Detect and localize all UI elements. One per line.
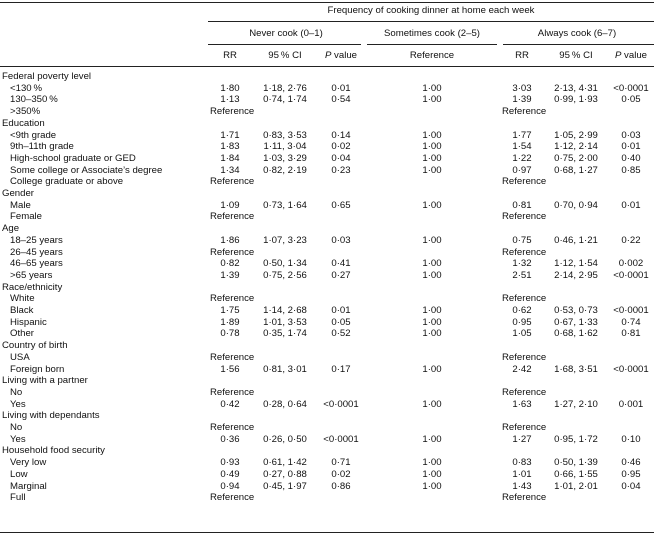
- row-label: Full: [10, 492, 26, 504]
- cell-n-p: <0·0001: [323, 433, 359, 445]
- cell-a-p: 0·001: [618, 398, 644, 410]
- cell-s: 1·00: [422, 328, 442, 340]
- row-label: Other: [10, 328, 34, 340]
- section-label: Education: [2, 117, 45, 129]
- cell-n-p: 0·27: [331, 269, 351, 281]
- table-title: Frequency of cooking dinner at home each week: [327, 5, 535, 16]
- cell-n-p: 0·01: [331, 305, 351, 316]
- cell-n-ci: 0·28, 0·64: [263, 398, 307, 410]
- cell-a-rr: 0·81: [512, 199, 532, 211]
- row-label: Hispanic: [10, 316, 47, 328]
- cell-s: 1·00: [422, 398, 442, 410]
- cell-n-rr: 1·89: [220, 316, 240, 328]
- cell-n-p: 0·71: [331, 457, 351, 469]
- cell-n-rr: Reference: [210, 293, 255, 305]
- cell-a-rr: 0·62: [512, 305, 532, 316]
- cell-a-ci: 0·95, 1·72: [554, 433, 598, 445]
- cell-n-rr: Reference: [210, 211, 255, 223]
- cell-a-rr: 1·63: [512, 398, 532, 410]
- cell-n-ci: 0·74, 1·74: [263, 94, 307, 106]
- cell-a-ci: 2·13, 4·31: [554, 82, 598, 94]
- cell-a-rr: 2·42: [512, 363, 532, 375]
- cell-a-ci: 0·50, 1·39: [554, 457, 598, 469]
- cell-a-p: 0·95: [621, 468, 641, 480]
- cell-a-p: <0·0001: [613, 363, 649, 375]
- row-label: No: [10, 386, 23, 398]
- cell-n-ci: 0·45, 1·97: [263, 480, 307, 492]
- cell-n-rr: Reference: [210, 176, 255, 188]
- subheader-rr-never: RR: [223, 50, 237, 61]
- cell-a-rr: 1·43: [512, 480, 532, 492]
- cell-n-rr: Reference: [210, 246, 255, 258]
- cell-n-rr: 0·93: [220, 457, 240, 469]
- cell-s: 1·00: [422, 152, 442, 164]
- cell-s: 1·00: [422, 269, 442, 281]
- cell-a-p: 0·04: [621, 480, 641, 492]
- cell-a-ci: 1·12, 1·54: [554, 258, 598, 270]
- cell-n-ci: 1·07, 3·23: [263, 234, 307, 246]
- cell-a-rr: Reference: [502, 351, 547, 363]
- cell-a-rr: Reference: [502, 492, 547, 504]
- cell-n-p: 0·17: [331, 363, 351, 375]
- cell-n-ci: 0·83, 3·53: [263, 129, 307, 141]
- cell-n-rr: 1·39: [220, 269, 240, 281]
- section-label: Federal poverty level: [2, 71, 92, 82]
- cell-n-ci: 1·01, 3·53: [263, 316, 307, 328]
- cell-a-p: 0·03: [621, 129, 641, 141]
- subheader-ci-never: 95 % CI: [268, 50, 302, 61]
- cell-a-ci: 0·53, 0·73: [554, 305, 598, 316]
- cell-a-rr: Reference: [502, 106, 547, 118]
- cell-a-rr: 1·39: [512, 94, 532, 106]
- row-label: Female: [10, 211, 42, 223]
- cell-a-ci: 1·01, 2·01: [554, 480, 598, 492]
- row-label: College graduate or above: [10, 176, 124, 188]
- cell-a-ci: 0·70, 0·94: [554, 199, 598, 211]
- cell-a-p: 0·10: [621, 433, 641, 445]
- cell-a-rr: 0·83: [512, 457, 532, 469]
- section-label: Household food security: [2, 445, 105, 457]
- cell-n-ci: 0·75, 2·56: [263, 269, 307, 281]
- cell-a-p: 0·22: [621, 234, 641, 246]
- cell-a-ci: 0·68, 1·27: [554, 164, 598, 176]
- cell-a-p: <0·0001: [613, 269, 649, 281]
- subheader-p-never: P value: [324, 50, 357, 61]
- cell-n-rr: 1·80: [220, 82, 240, 94]
- cell-n-p: 0·41: [331, 258, 351, 270]
- cell-n-rr: Reference: [210, 386, 255, 398]
- cell-n-rr: 1·56: [220, 363, 240, 375]
- cell-n-rr: 0·94: [220, 480, 240, 492]
- cell-a-rr: 3·03: [512, 82, 532, 94]
- cell-a-rr: Reference: [502, 293, 547, 305]
- cell-a-p: <0·0001: [613, 305, 649, 316]
- cell-a-ci: 2·14, 2·95: [554, 269, 598, 281]
- cell-a-ci: 0·68, 1·62: [554, 328, 598, 340]
- cell-a-p: 0·46: [621, 457, 641, 469]
- cell-n-ci: 1·03, 3·29: [263, 152, 307, 164]
- cell-n-p: 0·04: [331, 152, 351, 164]
- cell-n-rr: 0·78: [220, 328, 240, 340]
- cell-n-ci: 0·50, 1·34: [263, 258, 307, 270]
- row-label: Yes: [10, 433, 26, 445]
- cell-n-ci: 0·82, 2·19: [263, 164, 307, 176]
- cell-s: 1·00: [422, 82, 442, 94]
- row-label: >350%: [10, 106, 41, 118]
- group-underline-never: [208, 44, 361, 45]
- row-label: Yes: [10, 398, 26, 410]
- table-top-rule: [0, 2, 654, 3]
- cell-n-rr: 0·82: [220, 258, 240, 270]
- cell-n-p: 0·54: [331, 94, 351, 106]
- group-never-cook: Never cook (0–1): [249, 28, 323, 39]
- row-label: Male: [10, 199, 31, 211]
- cell-s: 1·00: [422, 433, 442, 445]
- row-label: Black: [10, 305, 34, 316]
- row-label: >65 years: [10, 269, 53, 281]
- cell-a-rr: 0·75: [512, 234, 532, 246]
- row-label: Some college or Associate’s degree: [10, 164, 163, 176]
- row-label: 46–65 years: [10, 258, 63, 270]
- cell-a-rr: Reference: [502, 246, 547, 258]
- cell-a-rr: 1·54: [512, 141, 532, 153]
- cell-n-rr: 0·42: [220, 398, 240, 410]
- cell-a-p: 0·74: [621, 316, 641, 328]
- cell-n-p: 0·05: [331, 316, 351, 328]
- cell-a-rr: Reference: [502, 422, 547, 433]
- cell-a-p: 0·01: [621, 199, 641, 211]
- group-underline-sometimes: [367, 44, 497, 45]
- cell-a-ci: 0·67, 1·33: [554, 316, 598, 328]
- cell-s: 1·00: [422, 468, 442, 480]
- cell-a-ci: 1·68, 3·51: [554, 363, 598, 375]
- row-label: No: [10, 422, 23, 433]
- cell-n-rr: 1·83: [220, 141, 240, 153]
- cell-a-rr: 1·32: [512, 258, 532, 270]
- cell-n-rr: 1·13: [220, 94, 240, 106]
- cell-s: 1·00: [422, 480, 442, 492]
- cell-n-p: <0·0001: [323, 398, 359, 410]
- cell-a-rr: Reference: [502, 211, 547, 223]
- cell-a-ci: 1·05, 2·99: [554, 129, 598, 141]
- cell-s: 1·00: [422, 94, 442, 106]
- cell-a-p: 0·81: [621, 328, 641, 340]
- cell-a-p: <0·0001: [613, 82, 649, 94]
- cell-n-p: 0·01: [331, 82, 351, 94]
- row-label: Marginal: [10, 480, 47, 492]
- cell-n-ci: 1·18, 2·76: [263, 82, 307, 94]
- row-label: Very low: [10, 457, 47, 469]
- header-bottom-rule: [0, 66, 654, 67]
- cell-a-rr: 1·22: [512, 152, 532, 164]
- cell-s: 1·00: [422, 141, 442, 153]
- cell-a-p: 0·85: [621, 164, 641, 176]
- row-label: 130–350 %: [10, 94, 58, 106]
- cell-n-rr: 1·34: [220, 164, 240, 176]
- cell-a-ci: 0·99, 1·93: [554, 94, 598, 106]
- section-label: Age: [2, 223, 20, 235]
- cell-n-rr: 1·86: [220, 234, 240, 246]
- cell-s: 1·00: [422, 363, 442, 375]
- cell-a-rr: 1·27: [512, 433, 532, 445]
- cell-n-ci: 0·61, 1·42: [263, 457, 307, 469]
- section-label: Country of birth: [2, 340, 68, 352]
- row-label: Low: [10, 468, 28, 480]
- cell-n-p: 0·52: [331, 328, 351, 340]
- cell-s: 1·00: [422, 234, 442, 246]
- subheader-p-always: P value: [614, 50, 647, 61]
- cell-a-rr: Reference: [502, 386, 547, 398]
- cell-n-rr: Reference: [210, 106, 255, 118]
- cell-a-ci: 0·66, 1·55: [554, 468, 598, 480]
- cell-n-rr: 0·49: [220, 468, 240, 480]
- cell-n-rr: 0·36: [220, 433, 240, 445]
- cell-a-p: 0·05: [621, 94, 641, 106]
- table-bottom-rule: [0, 532, 654, 533]
- cell-n-rr: Reference: [210, 492, 255, 504]
- cell-n-ci: 0·73, 1·64: [263, 199, 307, 211]
- cell-a-ci: 1·12, 2·14: [554, 141, 598, 153]
- cell-a-rr: 1·77: [512, 129, 532, 141]
- cell-s: 1·00: [422, 164, 442, 176]
- cell-s: 1·00: [422, 316, 442, 328]
- cell-n-rr: 1·84: [220, 152, 240, 164]
- cell-a-rr: 1·01: [512, 468, 532, 480]
- cell-n-rr: 1·09: [220, 199, 240, 211]
- cell-n-p: 0·86: [331, 480, 351, 492]
- row-label: White: [10, 293, 35, 305]
- cell-s: 1·00: [422, 457, 442, 469]
- cell-a-ci: 0·46, 1·21: [554, 234, 598, 246]
- cell-n-p: 0·65: [331, 199, 351, 211]
- row-label: <9th grade: [10, 129, 57, 141]
- subheader-ci-always: 95 % CI: [559, 50, 593, 61]
- cell-n-rr: Reference: [210, 422, 255, 433]
- row-label: <130 %: [10, 82, 43, 94]
- cell-s: 1·00: [422, 199, 442, 211]
- cell-n-p: 0·23: [331, 164, 351, 176]
- group-sometimes-cook: Sometimes cook (2–5): [384, 28, 480, 39]
- cell-a-rr: 1·05: [512, 328, 532, 340]
- row-label: 9th–11th grade: [10, 141, 74, 153]
- cell-s: 1·00: [422, 129, 442, 141]
- cell-a-p: 0·002: [618, 258, 644, 270]
- cell-n-p: 0·02: [331, 468, 351, 480]
- cell-n-rr: 1·71: [220, 129, 240, 141]
- row-label: High-school graduate or GED: [10, 152, 136, 164]
- cell-n-p: 0·03: [331, 234, 351, 246]
- cell-s: 1·00: [422, 258, 442, 270]
- cell-n-ci: 0·26, 0·50: [263, 433, 307, 445]
- section-label: Living with a partner: [2, 375, 88, 387]
- cell-a-rr: 0·95: [512, 316, 532, 328]
- cell-a-p: 0·40: [621, 152, 641, 164]
- cell-n-p: 0·02: [331, 141, 351, 153]
- cell-a-ci: 1·27, 2·10: [554, 398, 598, 410]
- title-underline: [208, 21, 654, 22]
- subheader-rr-always: RR: [515, 50, 529, 61]
- section-label: Living with dependants: [2, 410, 100, 422]
- cell-n-ci: 0·27, 0·88: [263, 468, 307, 480]
- cell-a-rr: Reference: [502, 176, 547, 188]
- cell-a-rr: 2·51: [512, 269, 532, 281]
- cell-n-rr: Reference: [210, 351, 255, 363]
- cell-n-ci: 0·35, 1·74: [263, 328, 307, 340]
- cell-s: 1·00: [422, 305, 442, 316]
- cell-n-ci: 0·81, 3·01: [263, 363, 307, 375]
- cell-n-ci: 1·11, 3·04: [263, 141, 307, 153]
- section-label: Gender: [2, 188, 34, 199]
- cell-a-p: 0·01: [621, 141, 641, 153]
- group-always-cook: Always cook (6–7): [537, 28, 617, 39]
- cell-a-rr: 0·97: [512, 164, 532, 176]
- group-underline-always: [503, 44, 654, 45]
- row-label: USA: [10, 351, 30, 363]
- row-label: 26–45 years: [10, 246, 63, 258]
- subheader-reference: Reference: [409, 50, 455, 61]
- cell-n-p: 0·14: [331, 129, 351, 141]
- row-label: 18–25 years: [10, 234, 63, 246]
- cell-n-rr: 1·75: [220, 305, 240, 316]
- row-label: Foreign born: [10, 363, 65, 375]
- cell-a-ci: 0·75, 2·00: [554, 152, 598, 164]
- cell-n-ci: 1·14, 2·68: [263, 305, 307, 316]
- section-label: Race/ethnicity: [2, 281, 63, 293]
